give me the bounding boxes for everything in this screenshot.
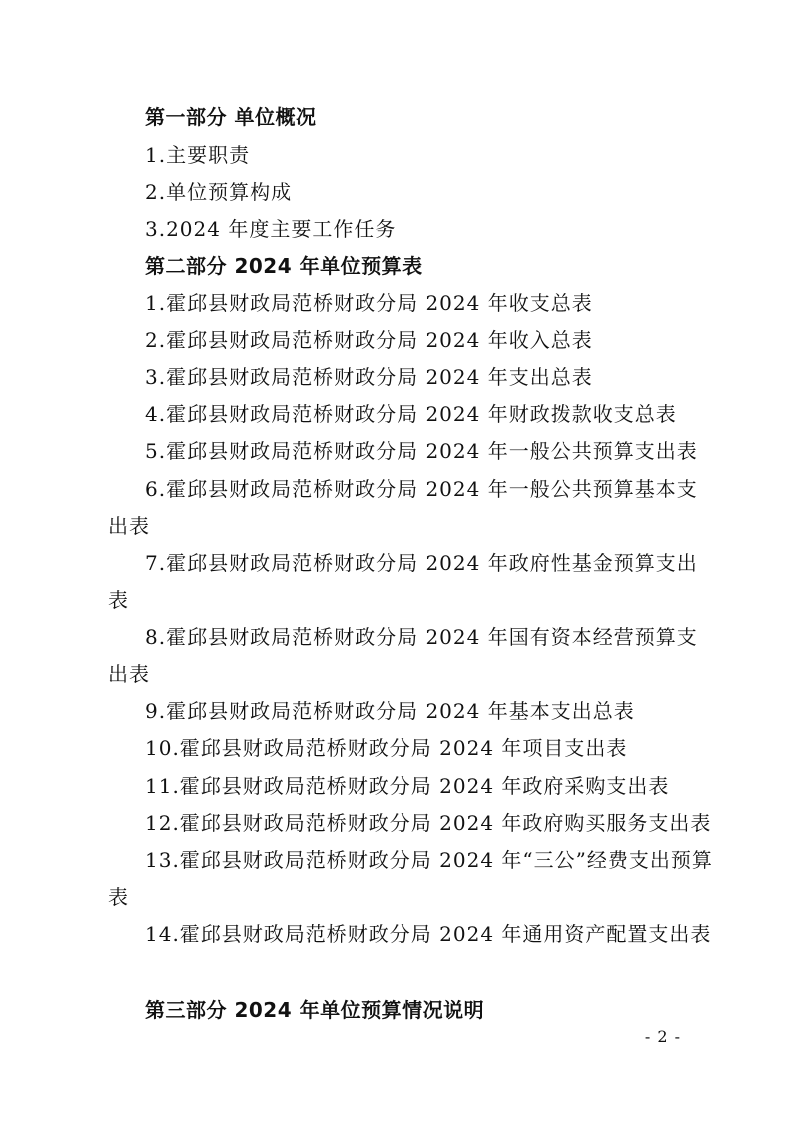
toc-item: 8.霍邱县财政局范桥财政分局 2024 年国有资本经营预算支 [145, 625, 698, 649]
toc-item: 2.霍邱县财政局范桥财政分局 2024 年收入总表 [145, 328, 593, 352]
toc-item: 1.主要职责 [145, 143, 251, 167]
toc-item: 10.霍邱县财政局范桥财政分局 2024 年项目支出表 [145, 736, 628, 760]
part2-title: 第二部分 2024 年单位预算表 [145, 254, 423, 278]
toc-item: 6.霍邱县财政局范桥财政分局 2024 年一般公共预算基本支 [145, 477, 698, 501]
toc-item-continuation: 出表 [108, 514, 150, 538]
part1-title: 第一部分 单位概况 [145, 105, 317, 129]
toc-item: 14.霍邱县财政局范桥财政分局 2024 年通用资产配置支出表 [145, 922, 712, 946]
toc-item-continuation: 出表 [108, 662, 150, 686]
toc-item-continuation: 表 [108, 885, 129, 909]
toc-item: 11.霍邱县财政局范桥财政分局 2024 年政府采购支出表 [145, 774, 670, 798]
toc-item-continuation: 表 [108, 588, 129, 612]
toc-item: 3.霍邱县财政局范桥财政分局 2024 年支出总表 [145, 365, 593, 389]
page-number: - 2 - [644, 1027, 681, 1046]
toc-item: 12.霍邱县财政局范桥财政分局 2024 年政府购买服务支出表 [145, 811, 712, 835]
toc-item: 2.单位预算构成 [145, 180, 293, 204]
toc-item: 9.霍邱县财政局范桥财政分局 2024 年基本支出总表 [145, 699, 635, 723]
part3-title: 第三部分 2024 年单位预算情况说明 [145, 998, 485, 1022]
toc-item: 3.2024 年度主要工作任务 [145, 217, 397, 241]
toc-item: 13.霍邱县财政局范桥财政分局 2024 年“三公”经费支出预算 [145, 848, 713, 872]
toc-item: 4.霍邱县财政局范桥财政分局 2024 年财政拨款收支总表 [145, 402, 677, 426]
toc-item: 7.霍邱县财政局范桥财政分局 2024 年政府性基金预算支出 [145, 551, 698, 575]
toc-item: 1.霍邱县财政局范桥财政分局 2024 年收支总表 [145, 291, 593, 315]
toc-item: 5.霍邱县财政局范桥财政分局 2024 年一般公共预算支出表 [145, 439, 698, 463]
